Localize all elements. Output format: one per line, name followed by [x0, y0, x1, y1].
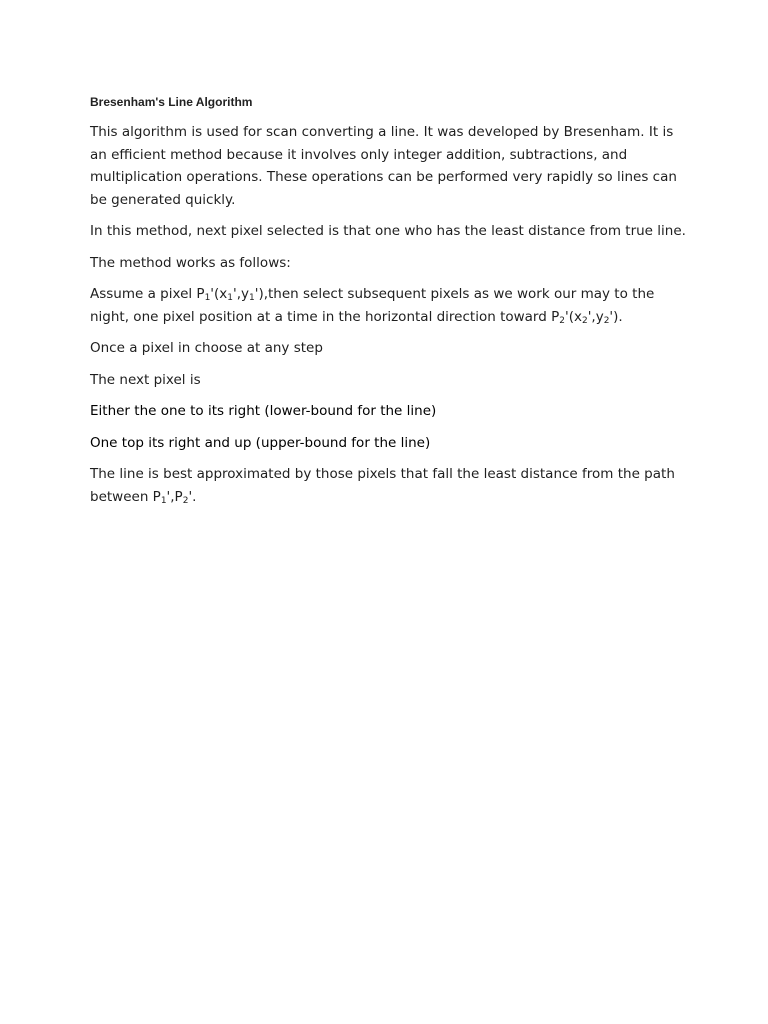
document-title: Bresenham's Line Algorithm [90, 95, 253, 109]
document-body [90, 94, 690, 517]
paragraph-method: In this method, next pixel selected is that one who has the least distance from true line. [90, 223, 686, 239]
text-segment: '(x [564, 308, 582, 325]
text-segment: ',P [166, 488, 183, 505]
subscript: 1 [160, 495, 167, 506]
text-segment: '(x [210, 286, 228, 302]
paragraph-upper-bound: One top its right and up (upper-bound for the line) [90, 434, 431, 451]
subscript: 2 [603, 315, 610, 326]
text-segment: ',y [587, 308, 604, 325]
subscript: 1 [227, 293, 233, 303]
subscript: 2 [182, 495, 189, 506]
text-segment: '). [609, 308, 623, 325]
text-segment: '. [188, 488, 197, 505]
subscript: 2 [559, 315, 565, 326]
paragraph-assume-pixel [90, 283, 690, 328]
paragraph-intro: This algorithm is used for scan converting a line. It was developed by Bresenham. It is an efficient method because it involves only integer addition, subtractions, and multiplication operations. These operations can be performed very rapidly so lines can be generated quickly. [90, 124, 677, 208]
paragraph-works-as-follows: The method works as follows: [90, 254, 291, 271]
paragraph-lower-bound: Either the one to its right (lower-bound for the line) [90, 403, 437, 419]
text-segment: '),then select subsequent pixels as we work our may to the night, one pixel position at a time in the horizontal direction toward P [90, 286, 655, 325]
text-segment: ',y [233, 286, 249, 302]
paragraph-next-pixel: The next pixel is [90, 371, 201, 388]
paragraph-once-a-pixel: Once a pixel in choose at any step [90, 340, 323, 356]
subscript: 1 [204, 293, 211, 303]
text-segment: Assume a pixel P [90, 286, 205, 302]
subscript: 2 [581, 315, 588, 326]
text-segment: The line is best approximated by those pixels that fall the least distance from the path between P [90, 466, 675, 505]
paragraph-best-approximated [90, 463, 690, 508]
subscript: 1 [249, 293, 255, 303]
